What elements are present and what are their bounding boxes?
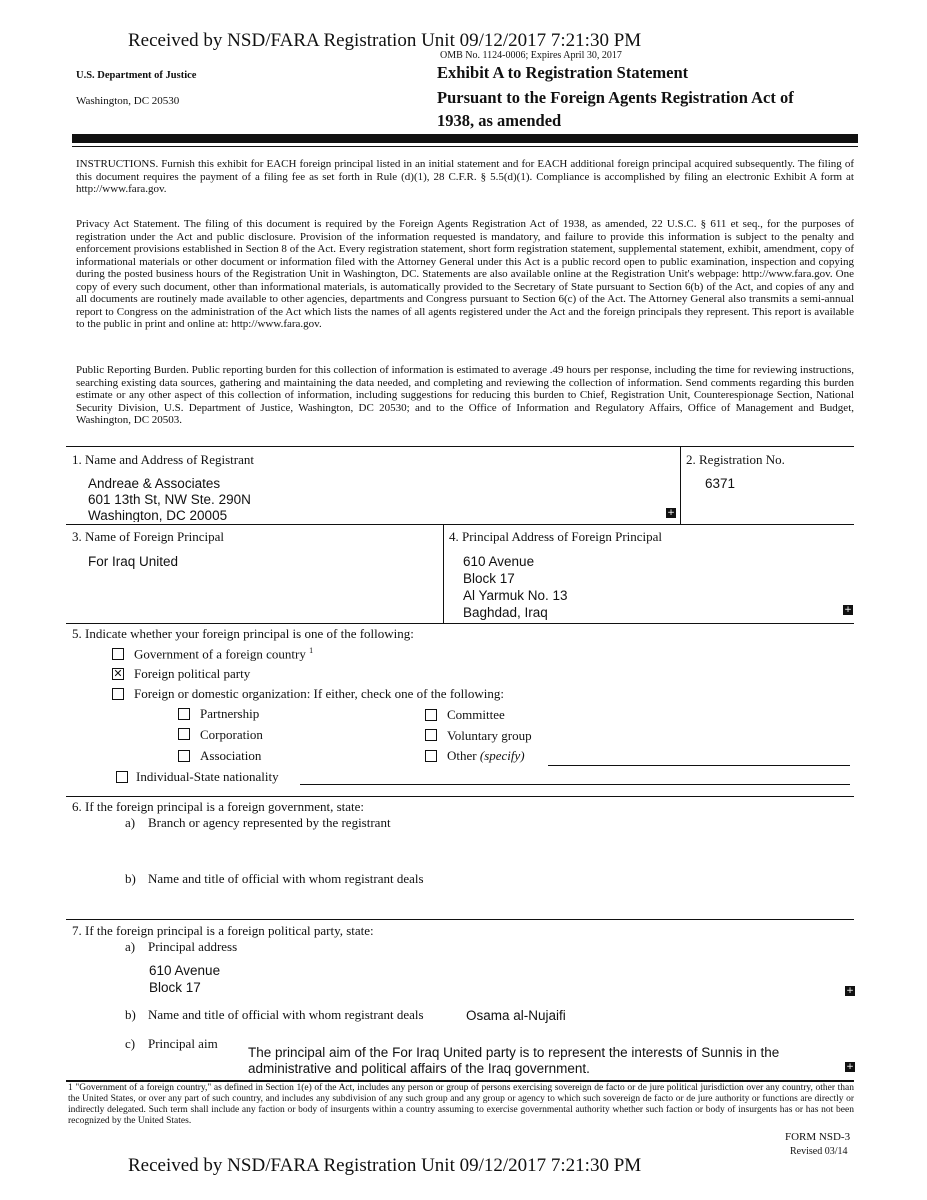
checkbox-corporation[interactable] — [178, 728, 190, 740]
q7a-label: Principal address — [148, 939, 238, 954]
option-voluntary-group: Voluntary group — [447, 728, 532, 743]
checkbox-voluntary-group[interactable] — [425, 729, 437, 741]
q7c-label: Principal aim — [148, 1036, 218, 1051]
q1-label: 1. Name and Address of Registrant — [72, 452, 254, 467]
q6b-letter: b) — [125, 871, 136, 886]
option-individual: Individual-State nationality — [136, 769, 279, 784]
checkbox-association[interactable] — [178, 750, 190, 762]
expand-icon[interactable]: + — [844, 605, 852, 615]
title-line-1: Exhibit A to Registration Statement — [437, 63, 689, 82]
expand-icon[interactable]: + — [846, 986, 854, 996]
party-address-1: 610 Avenue — [149, 963, 221, 978]
checkbox-individual[interactable] — [116, 771, 128, 783]
principal-aim-2: administrative and political affairs of the Iraq government. — [248, 1061, 590, 1076]
form-top-border — [66, 446, 854, 447]
option-partnership: Partnership — [200, 706, 260, 721]
row-border-3 — [66, 796, 854, 797]
q4-label: 4. Principal Address of Foreign Principal — [449, 529, 663, 544]
form-number: FORM NSD-3 — [785, 1131, 851, 1143]
row-border-2 — [66, 623, 854, 624]
principal-address-2: Block 17 — [463, 571, 515, 586]
q3-label: 3. Name of Foreign Principal — [72, 529, 224, 544]
checkbox-partnership[interactable] — [178, 708, 190, 720]
principal-address-3: Al Yarmuk No. 13 — [463, 588, 568, 603]
checkbox-political-party[interactable]: ✕ — [113, 667, 123, 680]
expand-icon[interactable]: + — [846, 1062, 854, 1072]
footnote-rule — [66, 1080, 854, 1082]
row-border-1 — [66, 524, 854, 525]
stamp-top: Received by NSD/FARA Registration Unit 09/12/2017 7:21:30 PM — [128, 30, 642, 51]
stamp-bottom: Received by NSD/FARA Registration Unit 09/12/2017 7:21:30 PM — [128, 1155, 642, 1176]
divider-q1-q2 — [680, 446, 681, 524]
title-line-2: Pursuant to the Foreign Agents Registration Act of — [437, 88, 794, 107]
privacy-act-statement: Privacy Act Statement. The filing of this document is required by the Foreign Agents Registration Act of 1938, as amended, 22 U.S.C. § 611 et seq., for the purposes of registration under the Act and public disclosure. Provision of the information requested is mandatory, and failure to provide this information is subject to the penalty and enforcement provisions established in Section 8 of the Act. Every registration statement, short form registration statement, supplemental statement, exhibit, amendment, copy of informational materials or other document or information filed with the Attorney General under this Act is a public record open to public examination, inspection and copying during the posted business hours of the Registration Unit in Washington, DC. Statements are also available online at the Registration Unit's webpage: http://www.fara.gov. One copy of every such document, other than informational materials, is automatically provided to the Secretary of State pursuant to Section 6(b) of the Act, and copies of any and all documents are routinely made available to other agencies, departments and Congress pursuant to Section 6(c) of the Act. The Attorney General also transmits a semi-annual report to Congress on the administration of the Act which lists the names of all agents registered under the Act and the foreign principals they represent. This report is available to the public in print and online at: http://www.fara.gov. — [76, 218, 854, 330]
checkbox-other[interactable] — [425, 750, 437, 762]
option-organization: Foreign or domestic organization: If either, check one of the following: — [134, 686, 504, 701]
row-border-4 — [66, 919, 854, 920]
registrant-name: Andreae & Associates — [88, 476, 221, 491]
checkbox-organization[interactable] — [112, 688, 124, 700]
q6a-label: Branch or agency represented by the registrant — [148, 815, 391, 830]
divider-q3-q4 — [443, 524, 444, 623]
principal-address-4: Baghdad, Iraq — [463, 605, 548, 620]
header-rule-thin — [72, 146, 858, 147]
q6a-letter: a) — [125, 815, 136, 830]
q7c-letter: c) — [125, 1036, 136, 1051]
title-line-3: 1938, as amended — [437, 111, 562, 130]
nationality-line[interactable] — [300, 784, 850, 785]
foreign-principal-name: For Iraq United — [88, 554, 179, 569]
header-rule — [72, 134, 858, 143]
option-political-party: Foreign political party — [134, 666, 251, 681]
q7b-letter: b) — [125, 1007, 136, 1022]
instructions: INSTRUCTIONS. Furnish this exhibit for EACH foreign principal listed in an initial statement and for EACH additional foreign principal acquired subsequently. The filing of this document requires the payment of a filing fee as set forth in Rule (d)(1), 28 C.F.R. § 5.5(d)(1). Compliance is accomplished by filing an electronic Exhibit A form at http://www.fara.gov. — [76, 158, 854, 195]
option-association: Association — [200, 748, 262, 763]
omb-number: OMB No. 1124-0006; Expires April 30, 2017 — [440, 50, 622, 61]
footnote: 1 "Government of a foreign country," as defined in Section 1(e) of the Act, includes any person or group of persons exercising sovereign de facto or de jure political jurisdiction over any country, other than the United States, or over any part of such country, and includes any subdivision of any such group and any group or agency to which such sovereign de facto or de jure authority or functions are directly or indirectly delegated. Such term shall include any faction or body of insurgents within a country assuming to exercise governmental authority whether such faction or body of insurgents has or has not been recognized by the United States. — [68, 1083, 854, 1126]
party-address-2: Block 17 — [149, 980, 201, 995]
option-committee: Committee — [447, 707, 505, 722]
expand-icon[interactable]: + — [667, 508, 675, 518]
q6-label: 6. If the foreign principal is a foreign government, state: — [72, 799, 365, 814]
option-corporation: Corporation — [200, 727, 263, 742]
q7a-letter: a) — [125, 939, 136, 954]
q5-label: 5. Indicate whether your foreign principal is one of the following: — [72, 626, 414, 641]
registration-number: 6371 — [705, 476, 736, 491]
q7-label: 7. If the foreign principal is a foreign political party, state: — [72, 923, 374, 938]
q6b-label: Name and title of official with whom registrant deals — [148, 871, 424, 886]
q2-label: 2. Registration No. — [686, 452, 785, 467]
other-specify-line[interactable] — [548, 765, 850, 766]
party-official: Osama al-Nujaifi — [466, 1008, 566, 1023]
registrant-address-1: 601 13th St, NW Ste. 290N — [88, 492, 251, 507]
city: Washington, DC 20530 — [76, 95, 180, 107]
checkbox-government[interactable] — [112, 648, 124, 660]
revised-date: Revised 03/14 — [790, 1146, 848, 1157]
option-other: Other (specify) — [447, 748, 525, 763]
department: U.S. Department of Justice — [76, 70, 197, 81]
option-government: Government of a foreign country $^1$ — [134, 646, 314, 662]
principal-aim-1: The principal aim of the For Iraq United party is to represent the interests of Sunnis in the — [248, 1045, 780, 1060]
public-reporting-burden: Public Reporting Burden. Public reporting burden for this collection of information is estimated to average .49 hours per response, including the time for reviewing instructions, searching existing data sources, gathering and maintaining the data needed, and completing and reviewing the collection of information. Send comments regarding this burden estimate or any other aspect of this collection of information, including suggestions for reducing this burden to Chief, Registration Unit, Counterespionage Section, National Security Division, U.S. Department of Justice, Washington, DC 20530; and to the Office of Information and Regulatory Affairs, Office of Management and Budget, Washington, DC 20503. — [76, 364, 854, 426]
q7b-label: Name and title of official with whom registrant deals — [148, 1007, 424, 1022]
registrant-address-2: Washington, DC 20005 — [88, 508, 228, 522]
principal-address-1: 610 Avenue — [463, 554, 535, 569]
checkbox-committee[interactable] — [425, 709, 437, 721]
